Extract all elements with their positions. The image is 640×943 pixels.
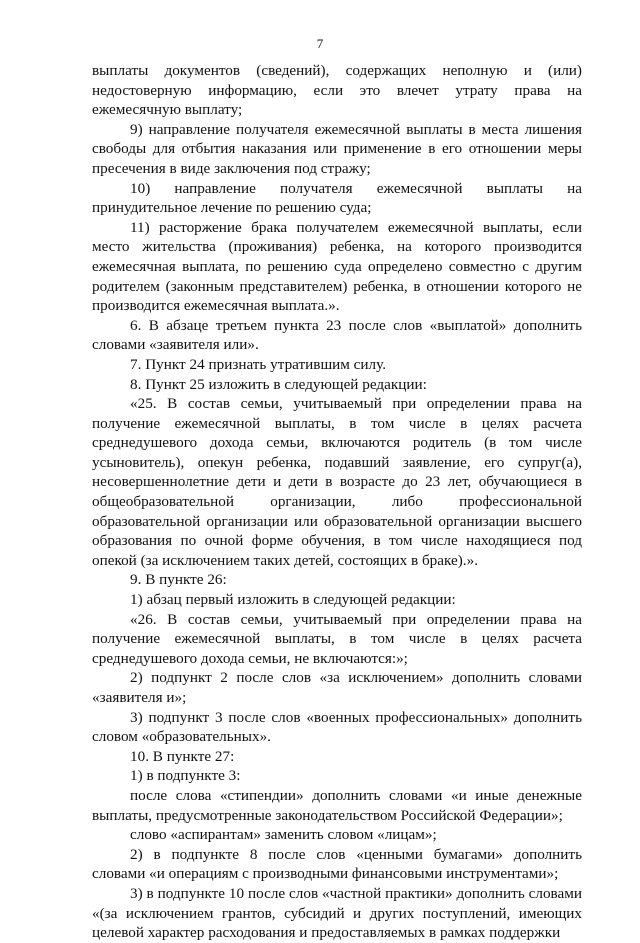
paragraph: 10) направление получателя ежемесячной выплаты на принудительное лечение по решению суда; (92, 179, 582, 217)
paragraph: выплаты документов (сведений), содержащих неполную и (или) недостоверную информацию, если это влечет утрату права на ежемесячную выплату; (92, 62, 582, 119)
document-body (92, 61, 582, 943)
paragraph: после слова «стипендии» дополнить словами «и иные денежные выплаты, предусмотренные законодательством Российской Федерации»; (92, 786, 582, 824)
page-number: 7 (316, 36, 324, 51)
paragraph: «26. В состав семьи, учитываемый при определении права на получение ежемесячной выплаты, в том числе в целях расчета среднедушевого дохода семьи, не включаются:»; (92, 610, 582, 667)
paragraph: 3) подпункт 3 после слов «военных профессиональных» дополнить словом «образовательных». (92, 708, 582, 746)
paragraph: 3) в подпункте 10 после слов «частной практики» дополнить словами «(за исключением грантов, субсидий и других поступлений, имеющих целевой характер расходования и предоставляемых в рамках поддержки (92, 884, 582, 942)
paragraph: 9) направление получателя ежемесячной выплаты в места лишения свободы для отбытия наказания или применение в его отношении меры пресечения в виде заключения под стражу; (92, 120, 582, 177)
paragraph: 2) в подпункте 8 после слов «ценными бумагами» дополнить словами «и операциям с производными финансовыми инструментами»; (92, 845, 582, 883)
paragraph: 2) подпункт 2 после слов «за исключением» дополнить словами «заявителя и»; (92, 669, 582, 706)
paragraph: «25. В состав семьи, учитываемый при определении права на получение ежемесячной выплаты, в том числе в целях расчета среднедушевого дохода семьи, включаются родитель (в том числе усыновитель), опекун ребенка, подавший заявление, его супруг(а), несовершеннолетние дети и дети в возрасте до 23 лет, обучающиеся в общеобразовательной организации, либо профессиональной образовательной организации или образовательной организации высшего образования по очной форме обучения, в том числе находящиеся под опекой (за исключением таких детей, состоящих в браке).». (92, 395, 582, 569)
paragraph: 8. Пункт 25 изложить в следующей редакции: (130, 375, 427, 393)
paragraph: 9. В пункте 26: (130, 571, 227, 589)
paragraph: слово «аспирантам» заменить словом «лицам»; (130, 826, 437, 844)
paragraph: 7. Пункт 24 признать утратившим силу. (130, 355, 386, 373)
paragraph: 1) в подпункте 3: (130, 767, 241, 785)
paragraph: 1) абзац первый изложить в следующей редакции: (130, 591, 456, 609)
paragraph: 6. В абзаце третьем пункта 23 после слов «выплатой» дополнить словами «заявителя или». (92, 316, 582, 354)
paragraph: 10. В пункте 27: (130, 747, 235, 765)
paragraph: 11) расторжение брака получателем ежемесячной выплаты, если место жительства (проживания) ребенка, на которого производится ежемесячная выплата, по решению суда определено совместно с другим родителем (законным представителем) ребенка, в отношении которого не производится ежемесячная выплата.». (92, 218, 582, 315)
